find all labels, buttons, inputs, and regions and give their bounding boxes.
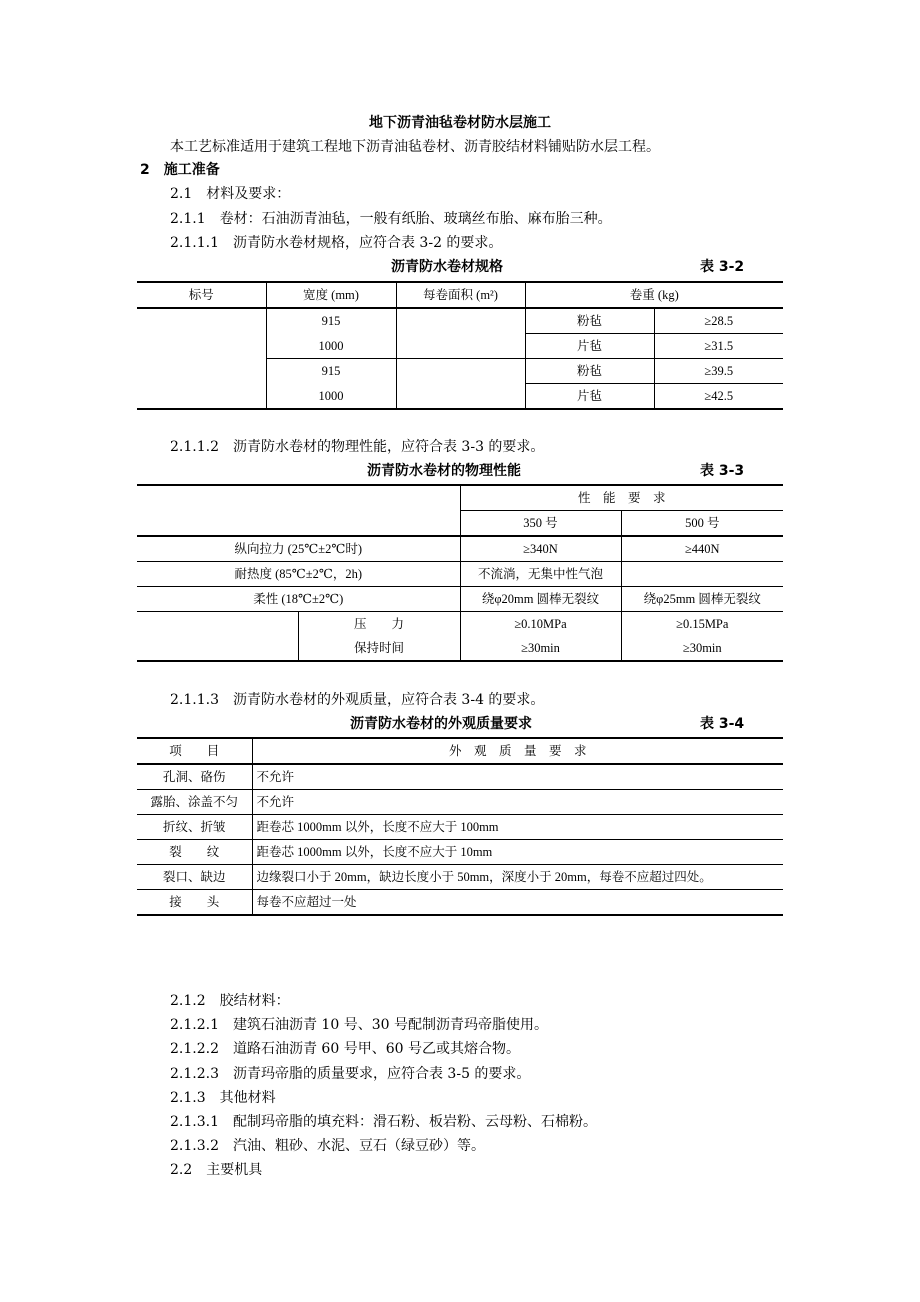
table-header-cell: 500 号 (621, 511, 783, 537)
table-cell: ≥31.5 (654, 334, 783, 359)
table-cell: 绕φ25mm 圆棒无裂纹 (621, 587, 783, 612)
table-cell: 不流淌，无集中性气泡 (460, 562, 621, 587)
table-cell: 每卷不应超过一处 (252, 890, 783, 916)
table-cell (621, 562, 783, 587)
table-cell: ≥39.5 (654, 359, 783, 384)
table-row-label: 耐热度 (85℃±2℃，2h) (137, 562, 460, 587)
table-3-2 (137, 281, 783, 410)
clause-2-1-3-1: 2.1.3.1 配制玛帝脂的填充料：滑石粉、板岩粉、云母粉、石棉粉。 (170, 1114, 597, 1130)
table-cell: 915 (266, 359, 396, 384)
table-3-4-number: 表 3-4 (700, 716, 745, 732)
table-cell: 1000 (266, 384, 396, 410)
table-cell: 绕φ20mm 圆棒无裂纹 (460, 587, 621, 612)
clause-2-1-2-1: 2.1.2.1 建筑石油沥青 10 号、30 号配制沥青玛帝脂使用。 (170, 1017, 548, 1033)
table-cell: 距卷芯 1000mm 以外，长度不应大于 10mm (252, 840, 783, 865)
clause-2-1-3: 2.1.3 其他材料 (170, 1090, 276, 1106)
table-row-label: 裂口、缺边 (137, 865, 252, 890)
table-header-cell: 外 观 质 量 要 求 (252, 738, 783, 764)
table-cell (396, 359, 525, 410)
table-row-label: 压 力 (298, 612, 460, 637)
table-cell: 片毡 (525, 384, 654, 410)
table-cell: 不允许 (252, 764, 783, 790)
table-3-2-caption: 沥青防水卷材规格 (391, 259, 503, 275)
table-cell: ≥0.10MPa (460, 612, 621, 637)
table-cell: ≥30min (460, 636, 621, 661)
table-cell: 粉毡 (525, 308, 654, 334)
clause-2-2: 2.2 主要机具 (170, 1162, 263, 1178)
table-cell: 距卷芯 1000mm 以外，长度不应大于 100mm (252, 815, 783, 840)
table-row-label: 保持时间 (298, 636, 460, 661)
table-header-cell: 每卷面积 (m²) (396, 282, 525, 308)
table-row-label: 孔洞、硌伤 (137, 764, 252, 790)
table-cell: 边缘裂口小于 20mm，缺边长度小于 50mm，深度小于 20mm，每卷不应超过四处。 (252, 865, 783, 890)
table-3-4-caption: 沥青防水卷材的外观质量要求 (350, 716, 532, 732)
table-header-cell: 性 能 要 求 (460, 485, 783, 511)
table-row-label: 接 头 (137, 890, 252, 916)
table-cell (137, 612, 298, 662)
table-3-2-number: 表 3-2 (700, 259, 745, 275)
table-cell (137, 485, 460, 536)
table-row-label: 折纹、折皱 (137, 815, 252, 840)
table-cell: 不允许 (252, 790, 783, 815)
table-header-cell: 项 目 (137, 738, 252, 764)
table-3-3-caption: 沥青防水卷材的物理性能 (367, 463, 521, 479)
table-header-cell: 宽度 (mm) (266, 282, 396, 308)
clause-2-1-1-2: 2.1.1.2 沥青防水卷材的物理性能，应符合表 3-3 的要求。 (170, 439, 545, 455)
table-3-4 (137, 737, 783, 916)
table-cell (137, 308, 266, 409)
table-row-label: 纵向拉力 (25℃±2℃时) (137, 536, 460, 562)
clause-2-1-2-3: 2.1.2.3 沥青玛帝脂的质量要求，应符合表 3-5 的要求。 (170, 1066, 531, 1082)
table-header-cell: 卷重 (kg) (525, 282, 783, 308)
section-heading: 2 施工准备 (140, 162, 220, 178)
document-title: 地下沥青油毡卷材防水层施工 (369, 115, 551, 131)
table-cell: ≥0.15MPa (621, 612, 783, 637)
clause-2-1-3-2: 2.1.3.2 汽油、粗砂、水泥、豆石（绿豆砂）等。 (170, 1138, 485, 1154)
clause-2-1-1-3: 2.1.1.3 沥青防水卷材的外观质量，应符合表 3-4 的要求。 (170, 692, 545, 708)
table-cell: 片毡 (525, 334, 654, 359)
intro-paragraph: 本工艺标准适用于建筑工程地下沥青油毡卷材、沥青胶结材料铺贴防水层工程。 (170, 139, 660, 155)
table-cell: ≥440N (621, 536, 783, 562)
table-3-3-number: 表 3-3 (700, 463, 745, 479)
table-cell (396, 308, 525, 359)
table-cell: ≥28.5 (654, 308, 783, 334)
clause-2-1-2: 2.1.2 胶结材料： (170, 993, 290, 1009)
table-row-label: 裂 纹 (137, 840, 252, 865)
clause-2-1-1: 2.1.1 卷材：石油沥青油毡，一般有纸胎、玻璃丝布胎、麻布胎三种。 (170, 211, 612, 227)
table-header-cell: 标号 (137, 282, 266, 308)
clause-2-1: 2.1 材料及要求： (170, 186, 291, 202)
table-cell: ≥30min (621, 636, 783, 661)
clause-2-1-2-2: 2.1.2.2 道路石油沥青 60 号甲、60 号乙或其熔合物。 (170, 1041, 520, 1057)
table-3-3 (137, 484, 783, 662)
table-cell: 915 (266, 308, 396, 334)
table-cell: ≥340N (460, 536, 621, 562)
clause-2-1-1-1: 2.1.1.1 沥青防水卷材规格，应符合表 3-2 的要求。 (170, 235, 503, 251)
table-cell: 1000 (266, 334, 396, 359)
table-cell: 粉毡 (525, 359, 654, 384)
table-row-label: 露胎、涂盖不匀 (137, 790, 252, 815)
table-row-label: 柔性 (18℃±2℃) (137, 587, 460, 612)
table-header-cell: 350 号 (460, 511, 621, 537)
table-cell: ≥42.5 (654, 384, 783, 410)
